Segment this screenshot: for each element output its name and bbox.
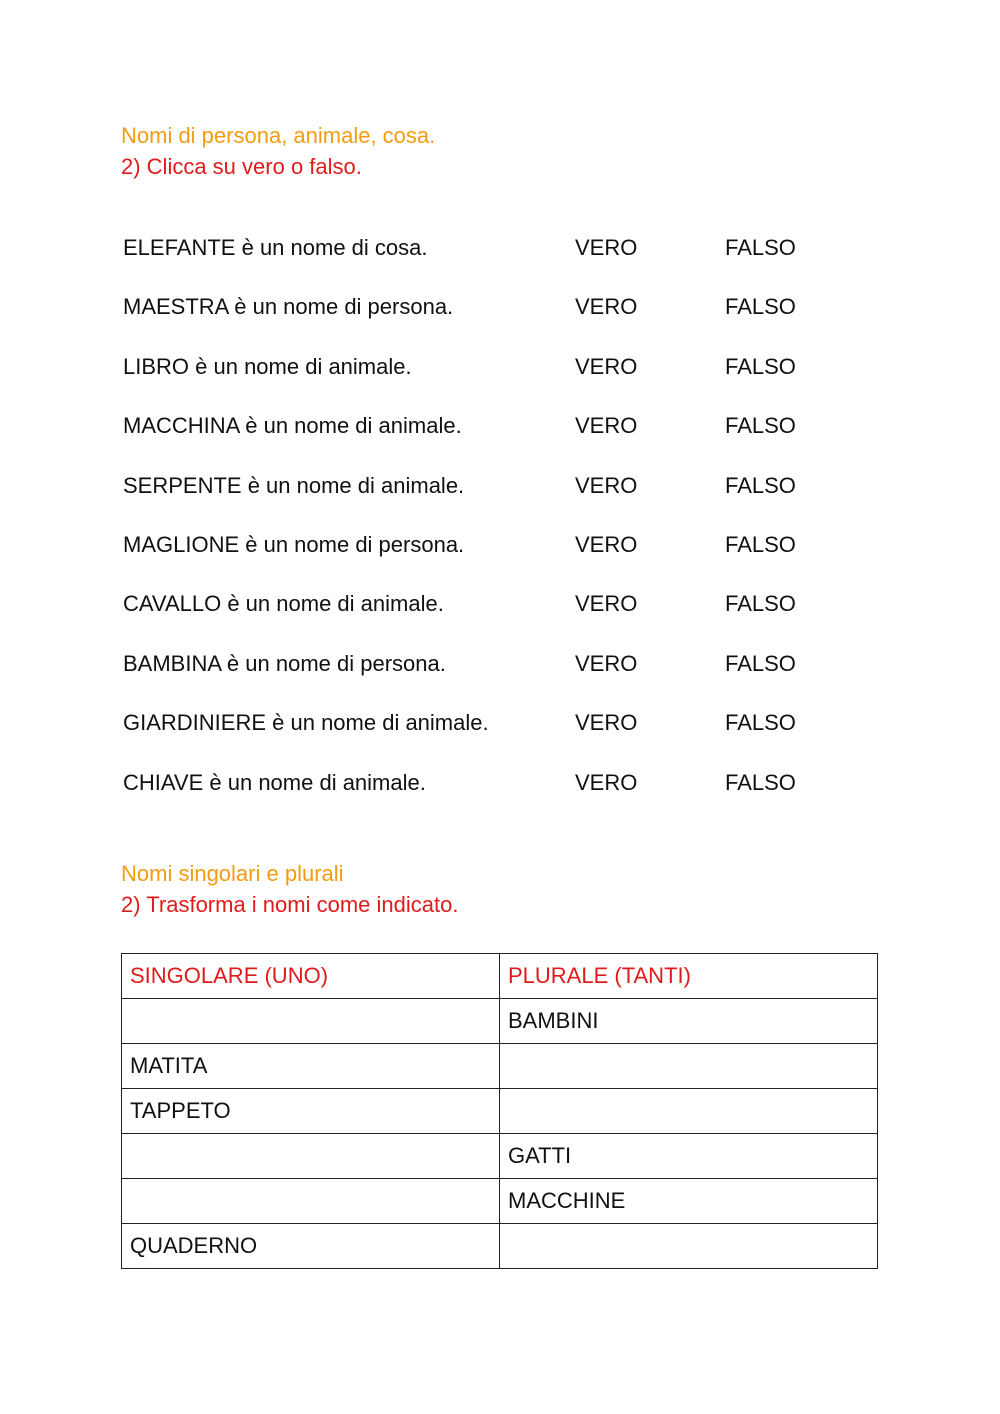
tf-row — [123, 634, 883, 693]
singular-cell[interactable] — [122, 1134, 500, 1179]
table-row — [122, 1179, 878, 1224]
section2-instruction: 2) Trasforma i nomi come indicato. — [121, 892, 459, 917]
vero-option[interactable]: VERO — [575, 531, 638, 557]
header-singolare: SINGOLARE (UNO) — [122, 954, 500, 999]
falso-option[interactable]: FALSO — [725, 294, 796, 320]
plural-cell[interactable] — [500, 1044, 878, 1089]
tf-statement: LIBRO è un nome di animale. — [123, 353, 412, 379]
vero-option[interactable]: VERO — [575, 710, 638, 736]
section1-title: Nomi di persona, animale, cosa. — [121, 123, 436, 148]
tf-row — [123, 456, 883, 515]
tf-statement: MACCHINA è un nome di animale. — [123, 413, 462, 439]
tf-statement: SERPENTE è un nome di animale. — [123, 472, 465, 498]
plural-cell: MACCHINE — [500, 1179, 878, 1224]
tf-row — [123, 337, 883, 396]
tf-statement: CAVALLO è un nome di animale. — [123, 591, 444, 617]
vero-option[interactable]: VERO — [575, 650, 638, 676]
header-plurale: PLURALE (TANTI) — [500, 954, 878, 999]
table-row — [122, 999, 878, 1044]
plural-cell: GATTI — [500, 1134, 878, 1179]
tf-statement: GIARDINIERE è un nome di animale. — [123, 710, 489, 736]
vero-option[interactable]: VERO — [575, 353, 638, 379]
plural-cell[interactable] — [500, 1089, 878, 1134]
table-row — [122, 1134, 878, 1179]
falso-option[interactable]: FALSO — [725, 591, 796, 617]
singular-cell[interactable] — [122, 1179, 500, 1224]
tf-row — [123, 277, 883, 336]
true-false-list — [123, 218, 883, 812]
singular-cell[interactable] — [122, 999, 500, 1044]
table-row — [122, 1044, 878, 1089]
falso-option[interactable]: FALSO — [725, 769, 796, 795]
table-row — [122, 1224, 878, 1269]
singular-cell: TAPPETO — [122, 1089, 500, 1134]
tf-statement: BAMBINA è un nome di persona. — [123, 650, 446, 676]
vero-option[interactable]: VERO — [575, 472, 638, 498]
vero-option[interactable]: VERO — [575, 413, 638, 439]
tf-row — [123, 693, 883, 752]
falso-option[interactable]: FALSO — [725, 353, 796, 379]
tf-statement: ELEFANTE è un nome di cosa. — [123, 235, 428, 260]
tf-statement: MAESTRA è un nome di persona. — [123, 294, 454, 320]
plural-cell: BAMBINI — [500, 999, 878, 1044]
vero-option[interactable]: VERO — [575, 235, 638, 260]
falso-option[interactable]: FALSO — [725, 235, 796, 260]
tf-row — [123, 396, 883, 455]
section1-instruction: 2) Clicca su vero o falso. — [121, 154, 362, 179]
singular-plural-table — [121, 953, 878, 1269]
singular-cell: MATITA — [122, 1044, 500, 1089]
vero-option[interactable]: VERO — [575, 591, 638, 617]
plural-cell[interactable] — [500, 1224, 878, 1269]
falso-option[interactable]: FALSO — [725, 710, 796, 736]
vero-option[interactable]: VERO — [575, 294, 638, 320]
tf-row — [123, 574, 883, 633]
falso-option[interactable]: FALSO — [725, 531, 796, 557]
section2-title: Nomi singolari e plurali — [121, 861, 344, 886]
tf-row — [123, 515, 883, 574]
singular-cell: QUADERNO — [122, 1224, 500, 1269]
table-row — [122, 1089, 878, 1134]
falso-option[interactable]: FALSO — [725, 650, 796, 676]
falso-option[interactable]: FALSO — [725, 472, 796, 498]
vero-option[interactable]: VERO — [575, 769, 638, 795]
tf-statement: CHIAVE è un nome di animale. — [123, 769, 426, 795]
falso-option[interactable]: FALSO — [725, 413, 796, 439]
table-header-row — [122, 954, 878, 999]
tf-row — [123, 218, 883, 277]
tf-statement: MAGLIONE è un nome di persona. — [123, 531, 465, 557]
tf-row — [123, 753, 883, 812]
